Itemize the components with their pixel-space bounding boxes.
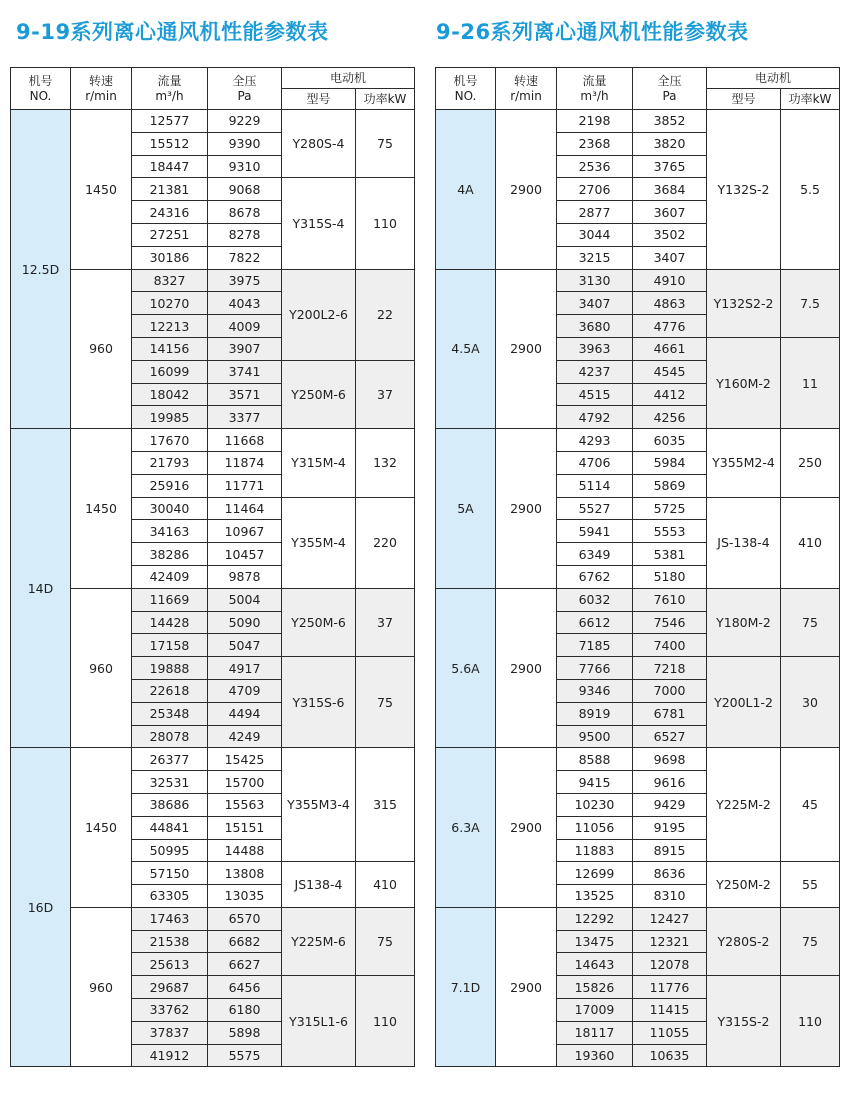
pressure-cell: 5047	[208, 634, 282, 657]
pressure-cell: 9698	[633, 748, 707, 771]
table-row	[11, 748, 415, 771]
table-row	[436, 748, 840, 771]
table-title-9-19: 9-19系列离心通风机性能参数表	[16, 20, 329, 44]
flow-cell: 24316	[132, 201, 208, 224]
speed-cell: 1450	[71, 748, 132, 908]
flow-cell: 22618	[132, 679, 208, 702]
motor-model-cell: Y250M-6	[282, 360, 356, 428]
pressure-cell: 6456	[208, 976, 282, 999]
motor-model-cell: Y315M-4	[282, 429, 356, 497]
motor-power-cell: 410	[356, 862, 415, 908]
flow-cell: 6612	[557, 611, 633, 634]
flow-cell: 7185	[557, 634, 633, 657]
pressure-cell: 4776	[633, 315, 707, 338]
flow-cell: 3044	[557, 223, 633, 246]
motor-power-cell: 220	[356, 497, 415, 588]
motor-model-cell: Y250M-2	[707, 862, 781, 908]
flow-cell: 15512	[132, 132, 208, 155]
pressure-cell: 6682	[208, 930, 282, 953]
speed-cell: 2900	[496, 748, 557, 908]
pressure-cell: 4661	[633, 337, 707, 360]
table-9-19-container	[10, 67, 415, 1067]
motor-model-cell: Y200L1-2	[707, 657, 781, 748]
motor-power-cell: 7.5	[781, 269, 840, 337]
motor-model-cell: Y355M-4	[282, 497, 356, 588]
pressure-cell: 5575	[208, 1044, 282, 1067]
pressure-cell: 4494	[208, 702, 282, 725]
pressure-cell: 8636	[633, 862, 707, 885]
table-row	[436, 110, 840, 133]
machine-number-cell: 5.6A	[436, 588, 496, 748]
flow-cell: 2368	[557, 132, 633, 155]
flow-cell: 2198	[557, 110, 633, 133]
pressure-cell: 3684	[633, 178, 707, 201]
flow-cell: 19985	[132, 406, 208, 429]
machine-number-cell: 6.3A	[436, 748, 496, 908]
header-machine-line-2: NO.	[29, 88, 52, 103]
pressure-cell: 3765	[633, 155, 707, 178]
motor-power-cell: 75	[356, 657, 415, 748]
flow-cell: 44841	[132, 816, 208, 839]
flow-cell: 5941	[557, 520, 633, 543]
speed-cell: 960	[71, 907, 132, 1067]
motor-model-cell: JS-138-4	[707, 497, 781, 588]
flow-cell: 30186	[132, 246, 208, 269]
flow-cell: 14643	[557, 953, 633, 976]
pressure-cell: 3907	[208, 337, 282, 360]
motor-power-cell: 45	[781, 748, 840, 862]
header-motor-power-line-1: 功率kW	[363, 91, 407, 106]
machine-number-cell: 14D	[11, 429, 71, 748]
motor-power-cell: 110	[356, 178, 415, 269]
pressure-cell: 3407	[633, 246, 707, 269]
flow-cell: 11056	[557, 816, 633, 839]
pressure-cell: 3607	[633, 201, 707, 224]
speed-cell: 1450	[71, 110, 132, 270]
table-9-26-container	[435, 67, 840, 1067]
pressure-cell: 9229	[208, 110, 282, 133]
motor-model-cell: Y200L2-6	[282, 269, 356, 360]
motor-model-cell: Y280S-2	[707, 907, 781, 975]
header-motor-power-line-1: 功率kW	[788, 91, 832, 106]
flow-cell: 19888	[132, 657, 208, 680]
flow-cell: 13475	[557, 930, 633, 953]
flow-cell: 3963	[557, 337, 633, 360]
flow-cell: 37837	[132, 1021, 208, 1044]
table-row	[11, 269, 415, 292]
speed-cell: 960	[71, 588, 132, 748]
flow-cell: 4293	[557, 429, 633, 452]
flow-cell: 7766	[557, 657, 633, 680]
pressure-cell: 11415	[633, 999, 707, 1022]
flow-cell: 15826	[557, 976, 633, 999]
machine-number-cell: 7.1D	[436, 907, 496, 1067]
pressure-cell: 12078	[633, 953, 707, 976]
flow-cell: 9500	[557, 725, 633, 748]
pressure-cell: 8915	[633, 839, 707, 862]
motor-model-cell: Y180M-2	[707, 588, 781, 656]
pressure-cell: 14488	[208, 839, 282, 862]
pressure-cell: 8278	[208, 223, 282, 246]
header-speed	[71, 68, 132, 110]
flow-cell: 12699	[557, 862, 633, 885]
motor-power-cell: 30	[781, 657, 840, 748]
flow-cell: 6032	[557, 588, 633, 611]
flow-cell: 13525	[557, 885, 633, 908]
motor-model-cell: Y250M-6	[282, 588, 356, 656]
header-pressure-line-1: 全压	[232, 74, 257, 89]
table-row	[436, 429, 840, 452]
flow-cell: 10270	[132, 292, 208, 315]
flow-cell: 34163	[132, 520, 208, 543]
pressure-cell: 6035	[633, 429, 707, 452]
header-motor-model-line-1: 型号	[306, 91, 331, 106]
motor-model-cell: Y225M-2	[707, 748, 781, 862]
flow-cell: 28078	[132, 725, 208, 748]
motor-model-cell: Y355M2-4	[707, 429, 781, 497]
pressure-cell: 13808	[208, 862, 282, 885]
flow-cell: 33762	[132, 999, 208, 1022]
flow-cell: 5527	[557, 497, 633, 520]
pressure-cell: 6781	[633, 702, 707, 725]
pressure-cell: 5180	[633, 565, 707, 588]
pressure-cell: 11771	[208, 474, 282, 497]
flow-cell: 3407	[557, 292, 633, 315]
header-flow-line-1: 流量	[582, 74, 607, 89]
flow-cell: 21793	[132, 451, 208, 474]
flow-cell: 25916	[132, 474, 208, 497]
header-pressure-line-1: 全压	[657, 74, 682, 89]
flow-cell: 32531	[132, 771, 208, 794]
pressure-cell: 3975	[208, 269, 282, 292]
flow-cell: 4792	[557, 406, 633, 429]
pressure-cell: 5004	[208, 588, 282, 611]
motor-power-cell: 75	[356, 907, 415, 975]
pressure-cell: 5869	[633, 474, 707, 497]
pressure-cell: 4709	[208, 679, 282, 702]
motor-power-cell: 410	[781, 497, 840, 588]
table-title-9-26: 9-26系列离心通风机性能参数表	[436, 20, 749, 44]
table-row	[436, 588, 840, 611]
motor-power-cell: 250	[781, 429, 840, 497]
motor-power-cell: 22	[356, 269, 415, 360]
flow-cell: 21538	[132, 930, 208, 953]
flow-cell: 17463	[132, 907, 208, 930]
header-flow	[132, 68, 208, 110]
flow-cell: 29687	[132, 976, 208, 999]
pressure-cell: 15425	[208, 748, 282, 771]
pressure-cell: 9310	[208, 155, 282, 178]
header-machine	[11, 68, 71, 110]
header-pressure	[208, 68, 282, 110]
table-row	[11, 110, 415, 133]
header-motor-power	[356, 89, 415, 110]
flow-cell: 38686	[132, 793, 208, 816]
pressure-cell: 3502	[633, 223, 707, 246]
pressure-cell: 15700	[208, 771, 282, 794]
pressure-cell: 9068	[208, 178, 282, 201]
motor-model-cell: JS138-4	[282, 862, 356, 908]
table-row	[11, 429, 415, 452]
pressure-cell: 7000	[633, 679, 707, 702]
motor-power-cell: 55	[781, 862, 840, 908]
header-motor-model	[282, 89, 356, 110]
pressure-cell: 5553	[633, 520, 707, 543]
table-row	[11, 907, 415, 930]
header-motor	[707, 68, 840, 89]
motor-power-cell: 37	[356, 360, 415, 428]
pressure-cell: 5898	[208, 1021, 282, 1044]
motor-model-cell: Y355M3-4	[282, 748, 356, 862]
speed-cell: 960	[71, 269, 132, 429]
header-pressure	[633, 68, 707, 110]
header-machine	[436, 68, 496, 110]
motor-model-cell: Y315S-2	[707, 976, 781, 1067]
flow-cell: 42409	[132, 565, 208, 588]
flow-cell: 4706	[557, 451, 633, 474]
pressure-cell: 10967	[208, 520, 282, 543]
flow-cell: 8919	[557, 702, 633, 725]
pressure-cell: 15151	[208, 816, 282, 839]
pressure-cell: 4917	[208, 657, 282, 680]
flow-cell: 6349	[557, 543, 633, 566]
flow-cell: 12577	[132, 110, 208, 133]
pressure-cell: 5090	[208, 611, 282, 634]
pressure-cell: 4256	[633, 406, 707, 429]
motor-model-cell: Y132S-2	[707, 110, 781, 270]
header-machine-line-1: 机号	[453, 74, 478, 89]
pressure-cell: 7218	[633, 657, 707, 680]
flow-cell: 63305	[132, 885, 208, 908]
pressure-cell: 11874	[208, 451, 282, 474]
flow-cell: 2536	[557, 155, 633, 178]
flow-cell: 14428	[132, 611, 208, 634]
pressure-cell: 7400	[633, 634, 707, 657]
motor-model-cell: Y225M-6	[282, 907, 356, 975]
motor-power-cell: 315	[356, 748, 415, 862]
motor-model-cell: Y315S-4	[282, 178, 356, 269]
header-flow-line-2: m³/h	[155, 88, 184, 103]
pressure-cell: 15563	[208, 793, 282, 816]
flow-cell: 19360	[557, 1044, 633, 1067]
speed-cell: 2900	[496, 588, 557, 748]
pressure-cell: 6570	[208, 907, 282, 930]
pressure-cell: 13035	[208, 885, 282, 908]
flow-cell: 4237	[557, 360, 633, 383]
header-motor-line-1: 电动机	[755, 70, 792, 85]
pressure-cell: 4043	[208, 292, 282, 315]
motor-power-cell: 75	[781, 588, 840, 656]
flow-cell: 38286	[132, 543, 208, 566]
flow-cell: 26377	[132, 748, 208, 771]
speed-cell: 1450	[71, 429, 132, 589]
header-motor-power	[781, 89, 840, 110]
header-motor	[282, 68, 415, 89]
flow-cell: 25348	[132, 702, 208, 725]
header-flow-line-1: 流量	[157, 74, 182, 89]
flow-cell: 11669	[132, 588, 208, 611]
flow-cell: 18447	[132, 155, 208, 178]
flow-cell: 50995	[132, 839, 208, 862]
flow-cell: 9346	[557, 679, 633, 702]
pressure-cell: 11668	[208, 429, 282, 452]
flow-cell: 57150	[132, 862, 208, 885]
header-speed	[496, 68, 557, 110]
flow-cell: 17670	[132, 429, 208, 452]
header-speed-line-2: r/min	[85, 88, 117, 103]
pressure-cell: 4412	[633, 383, 707, 406]
header-speed-line-1: 转速	[513, 74, 538, 89]
flow-cell: 18042	[132, 383, 208, 406]
table-row	[436, 907, 840, 930]
flow-cell: 11883	[557, 839, 633, 862]
machine-number-cell: 5A	[436, 429, 496, 589]
flow-cell: 27251	[132, 223, 208, 246]
header-row	[436, 68, 840, 89]
pressure-cell: 4910	[633, 269, 707, 292]
pressure-cell: 4863	[633, 292, 707, 315]
flow-cell: 6762	[557, 565, 633, 588]
pressure-cell: 8678	[208, 201, 282, 224]
machine-number-cell: 4.5A	[436, 269, 496, 429]
header-machine-line-1: 机号	[28, 74, 53, 89]
pressure-cell: 11055	[633, 1021, 707, 1044]
pressure-cell: 9878	[208, 565, 282, 588]
table-row	[11, 588, 415, 611]
flow-cell: 10230	[557, 793, 633, 816]
pressure-cell: 3377	[208, 406, 282, 429]
speed-cell: 2900	[496, 110, 557, 270]
pressure-cell: 3571	[208, 383, 282, 406]
pressure-cell: 5725	[633, 497, 707, 520]
header-motor-model	[707, 89, 781, 110]
flow-cell: 3215	[557, 246, 633, 269]
pressure-cell: 5381	[633, 543, 707, 566]
pressure-cell: 11776	[633, 976, 707, 999]
pressure-cell: 4545	[633, 360, 707, 383]
flow-cell: 12292	[557, 907, 633, 930]
pressure-cell: 7610	[633, 588, 707, 611]
flow-cell: 14156	[132, 337, 208, 360]
pressure-cell: 7822	[208, 246, 282, 269]
flow-cell: 3680	[557, 315, 633, 338]
header-motor-line-1: 电动机	[330, 70, 367, 85]
flow-cell: 8588	[557, 748, 633, 771]
pressure-cell: 7546	[633, 611, 707, 634]
flow-cell: 12213	[132, 315, 208, 338]
pressure-cell: 9616	[633, 771, 707, 794]
pressure-cell: 6180	[208, 999, 282, 1022]
pressure-cell: 12321	[633, 930, 707, 953]
performance-table	[10, 67, 415, 1067]
motor-model-cell: Y160M-2	[707, 337, 781, 428]
header-speed-line-1: 转速	[88, 74, 113, 89]
flow-cell: 18117	[557, 1021, 633, 1044]
header-flow-line-2: m³/h	[580, 88, 609, 103]
flow-cell: 25613	[132, 953, 208, 976]
pressure-cell: 9429	[633, 793, 707, 816]
motor-power-cell: 132	[356, 429, 415, 497]
flow-cell: 8327	[132, 269, 208, 292]
flow-cell: 17158	[132, 634, 208, 657]
flow-cell: 3130	[557, 269, 633, 292]
motor-model-cell: Y280S-4	[282, 110, 356, 178]
header-row	[11, 68, 415, 89]
performance-table	[435, 67, 840, 1067]
pressure-cell: 12427	[633, 907, 707, 930]
pressure-cell: 10457	[208, 543, 282, 566]
speed-cell: 2900	[496, 269, 557, 429]
pressure-cell: 11464	[208, 497, 282, 520]
flow-cell: 16099	[132, 360, 208, 383]
motor-model-cell: Y315S-6	[282, 657, 356, 748]
header-machine-line-2: NO.	[454, 88, 477, 103]
motor-power-cell: 11	[781, 337, 840, 428]
motor-power-cell: 110	[356, 976, 415, 1067]
pressure-cell: 10635	[633, 1044, 707, 1067]
motor-power-cell: 37	[356, 588, 415, 656]
pressure-cell: 3852	[633, 110, 707, 133]
flow-cell: 5114	[557, 474, 633, 497]
flow-cell: 17009	[557, 999, 633, 1022]
flow-cell: 2877	[557, 201, 633, 224]
speed-cell: 2900	[496, 907, 557, 1067]
flow-cell: 21381	[132, 178, 208, 201]
machine-number-cell: 16D	[11, 748, 71, 1067]
pressure-cell: 5984	[633, 451, 707, 474]
pressure-cell: 9195	[633, 816, 707, 839]
pressure-cell: 9390	[208, 132, 282, 155]
speed-cell: 2900	[496, 429, 557, 589]
pressure-cell: 3820	[633, 132, 707, 155]
flow-cell: 30040	[132, 497, 208, 520]
pressure-cell: 4009	[208, 315, 282, 338]
pressure-cell: 6627	[208, 953, 282, 976]
motor-power-cell: 75	[781, 907, 840, 975]
motor-power-cell: 75	[356, 110, 415, 178]
header-speed-line-2: r/min	[510, 88, 542, 103]
flow-cell: 4515	[557, 383, 633, 406]
motor-model-cell: Y132S2-2	[707, 269, 781, 337]
flow-cell: 41912	[132, 1044, 208, 1067]
pressure-cell: 8310	[633, 885, 707, 908]
header-motor-model-line-1: 型号	[731, 91, 756, 106]
motor-power-cell: 5.5	[781, 110, 840, 270]
pressure-cell: 4249	[208, 725, 282, 748]
machine-number-cell: 4A	[436, 110, 496, 270]
table-row	[436, 269, 840, 292]
flow-cell: 9415	[557, 771, 633, 794]
header-pressure-line-2: Pa	[237, 88, 252, 103]
motor-model-cell: Y315L1-6	[282, 976, 356, 1067]
header-flow	[557, 68, 633, 110]
motor-power-cell: 110	[781, 976, 840, 1067]
pressure-cell: 6527	[633, 725, 707, 748]
machine-number-cell: 12.5D	[11, 110, 71, 429]
header-pressure-line-2: Pa	[662, 88, 677, 103]
pressure-cell: 3741	[208, 360, 282, 383]
flow-cell: 2706	[557, 178, 633, 201]
